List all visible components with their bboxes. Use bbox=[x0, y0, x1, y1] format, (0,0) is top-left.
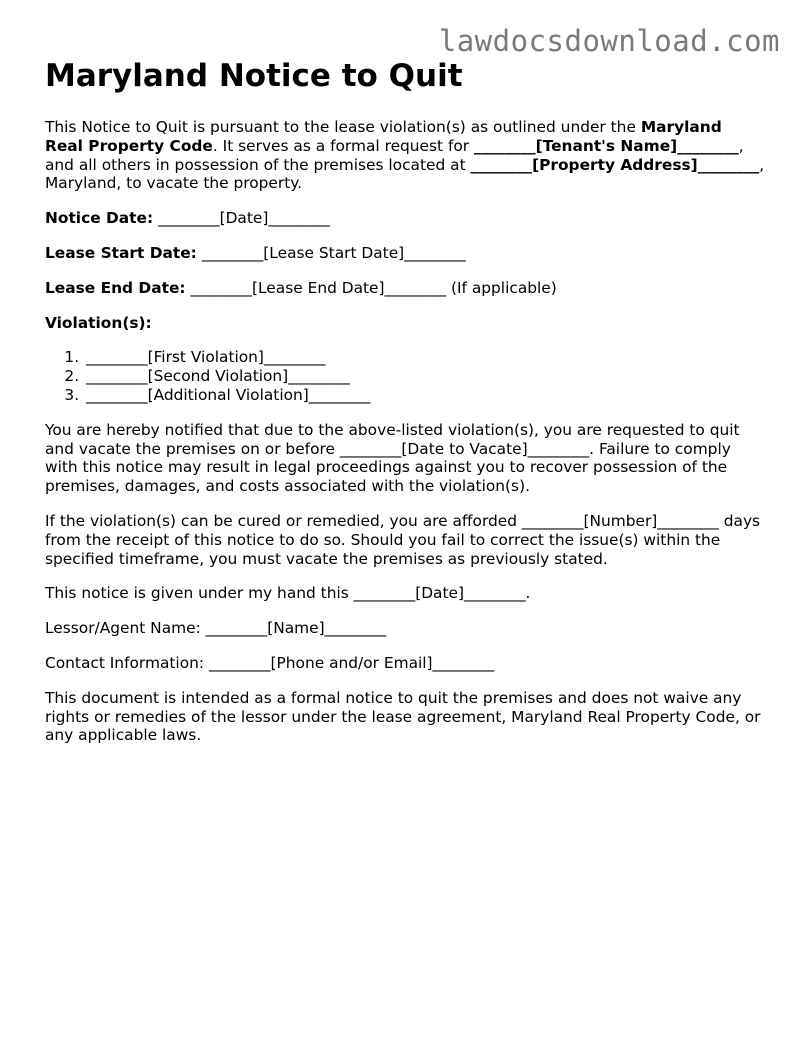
notice-date-value: ________[Date]________ bbox=[153, 209, 330, 228]
lease-start-field bbox=[45, 244, 765, 263]
lease-end-value: ________[Lease End Date]________ (If applicable) bbox=[185, 278, 557, 297]
violations-heading bbox=[45, 314, 765, 333]
violations-list bbox=[45, 348, 765, 404]
intro-text-4: , Maryland, to vacate the property. bbox=[45, 155, 765, 193]
lessor-name-line: Lessor/Agent Name: ________[Name]________ bbox=[45, 619, 387, 638]
lease-end-field bbox=[45, 279, 765, 298]
lease-start-label: Lease Start Date: bbox=[45, 243, 197, 262]
notice-date-label: Notice Date: bbox=[45, 209, 154, 228]
lease-end-label: Lease End Date: bbox=[45, 278, 186, 297]
watermark: lawdocsdownload.com bbox=[438, 24, 780, 58]
property-address-placeholder: ________[Property Address]________ bbox=[470, 155, 760, 174]
violation-item-2: 2. ________[Second Violation]________ bbox=[84, 367, 765, 386]
lease-start-value: ________[Lease Start Date]________ bbox=[196, 243, 466, 262]
tenant-name-placeholder: ________[Tenant's Name]________ bbox=[474, 136, 739, 155]
intro-law-name: Maryland Real Property Code bbox=[45, 118, 722, 155]
cure-paragraph: If the violation(s) can be cured or remedied, you are afforded ________[Number]________ days from the receipt of this notice to do so. Should you fail to correct the issue(s) within the specified timeframe, you must vacate the premises as previously stated. bbox=[45, 511, 761, 568]
document-page bbox=[45, 56, 765, 761]
violation-item-3: 3. ________[Additional Violation]________ bbox=[84, 386, 765, 405]
notice-date-field bbox=[45, 209, 765, 228]
notified-paragraph: You are hereby notified that due to the above-listed violation(s), you are requested to quit and vacate the premises on or before ________[Date to Vacate]________. Failure to comply with this notice may result in legal proceedings against you to recover possession of the premises, damages, and costs associated with the violation(s). bbox=[45, 420, 740, 496]
intro-paragraph bbox=[45, 118, 765, 193]
intro-text-1: This Notice to Quit is pursuant to the lease violation(s) as outlined under the bbox=[45, 118, 641, 136]
given-paragraph: This notice is given under my hand this ________[Date]________. bbox=[45, 584, 531, 603]
intro-text-3: , and all others in possession of the premises located at bbox=[45, 136, 744, 174]
violation-item-1: 1. ________[First Violation]________ bbox=[84, 348, 765, 367]
violations-label: Violation(s): bbox=[45, 313, 152, 332]
contact-info-line: Contact Information: ________[Phone and/or Email]________ bbox=[45, 653, 495, 672]
intro-text-2: . It serves as a formal request for bbox=[212, 136, 475, 155]
document-title: Maryland Notice to Quit bbox=[45, 58, 463, 94]
closing-paragraph: This document is intended as a formal notice to quit the premises and does not waive any rights or remedies of the lessor under the lease agreement, Maryland Real Property Code, or any applicable laws. bbox=[45, 688, 761, 745]
